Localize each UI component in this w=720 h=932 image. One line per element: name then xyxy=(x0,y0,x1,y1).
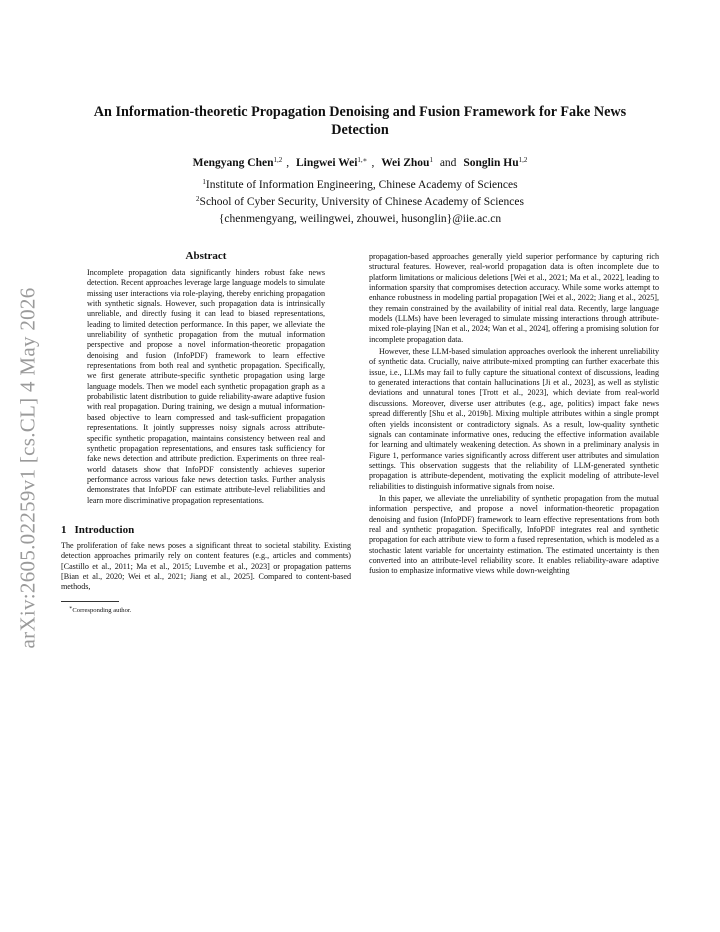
arxiv-identifier-stamp xyxy=(8,258,48,678)
author-list: Mengyang Chen$^{1,2}$ , Lingwei Wei$^{1,∗}$ , Wei Zhou$^1$ and Songlin Hu$^{1,2}$ xyxy=(192,156,528,169)
affiliation-text: Institute of Information Engineering, Chinese Academy of Sciences xyxy=(205,179,518,191)
author-conjunction: and xyxy=(439,157,457,169)
arxiv-identifier-text: arXiv:2605.02259v1 [cs.CL] 4 May 2026 xyxy=(15,287,40,649)
section-title: Introduction xyxy=(74,523,135,536)
paper-title: An Information-theoretic Propagation Denoising and Fusion Framework for Fake News Detection xyxy=(93,104,627,138)
section-heading-introduction xyxy=(61,524,351,536)
affiliation-mark: 1 xyxy=(202,178,206,186)
body-paragraph: propagation-based approaches generally yield superior performance by capturing rich structural features. However, real-world propagation data is often incomplete due to platform limitations or malicious deletions [Wei et al., 2021; Ma et al., 2022], leading to information sparsity that compromises detection accuracy. While some works attempt to enhance robustness in modeling partial propagation [Wei et al., 2022; Jiang et al., 2025], they remain constrained by the availability of initial real data. Recently, large language models (LLMs) have been leveraged to simulate missing interactions through attribute-mixed role-playing [Nan et al., 2024; Wan et al., 2024], offering a promising solution for incomplete propagation data. xyxy=(369,252,659,344)
body-paragraph: In this paper, we alleviate the unreliability of synthetic propagation from the mutual information perspective, and propose a novel information-theoretic propagation denoising and fusion (InfoPDF) framework to learn effective representations from both real and synthetic propagation. Specifically, InfoPDF integrates real and synthetic propagation for each attribute view to form a fused representation, which is modeled as a stochastic latent variable for uncertainty estimation. The estimated uncertainty is then converted into an attribute-level reliability score. It enables reliability-aware adaptive fusion to emphasize informative views while down-weighting xyxy=(369,493,659,576)
affiliation-mark: 2 xyxy=(196,195,200,203)
footnote xyxy=(61,604,351,615)
footnote-rule xyxy=(61,601,119,602)
author-affiliation-mark: 1,2 xyxy=(518,156,528,164)
affiliation-text: School of Cyber Security, University of Chinese Academy of Sciences xyxy=(199,196,524,208)
author-name: Wei Zhou xyxy=(381,157,430,169)
author-name: Songlin Hu xyxy=(463,157,519,169)
abstract-body: Incomplete propagation data significantly hinders robust fake news detection. Recent approaches leverage large language models to simulate missing user interactions via role-playing, thereby enriching propagation with synthetic signals. However, such propagation data is intrinsically unreliable, and directly fusing it can lead to biased representations, leading to limited detection performance. In this paper, we alleviate the unreliability of synthetic propagation from the mutual information perspective and propose a novel information-theoretic propagation denoising and fusion (InfoPDF) framework to learn effective representations from both real and synthetic propagation. Specifically, we first generate attribute-specific synthetic propagation using large language models. Then we model each synthetic propagation graph as a probabilistic latent distribution to guide reliability-aware adaptive fusion with real propagation. During training, we design a mutual information-based objective to learn compressed and task-sufficient propagation representations. It jointly suppresses noisy signals across attribute-specific synthetic propagation, maintains consistency between real and synthetic propagation representations, and ensures task sufficiency for fake news detection and attribute prediction. Experiments on three real-world datasets show that InfoPDF consistently achieves superior performance across various fake news detection tasks. Further analysis demonstrates that InfoPDF can estimate attribute-level reliabilities and learn more discriminative propagation representations. xyxy=(87,268,325,505)
left-column xyxy=(61,250,351,615)
section-number: 1 xyxy=(61,523,67,536)
author-affiliation-mark: 1 xyxy=(429,156,433,164)
author-name: Mengyang Chen xyxy=(192,157,274,169)
footnote-mark: ∗ xyxy=(69,605,73,611)
author-emails: {chenmengyang, weilingwei, zhouwei, husonglin}@iie.ac.cn xyxy=(218,213,502,225)
affiliation-line xyxy=(90,195,630,208)
author-name: Lingwei Wei xyxy=(295,157,358,169)
intro-paragraph: The proliferation of fake news poses a significant threat to societal stability. Existing detection approaches primarily rely on content features (e.g., articles and comments) [Castillo et al., 2011; Ma et al., 2015; Luvembe et al., 2023] or propagation patterns [Bian et al., 2020; Wei et al., 2021; Jiang et al., 2025]. Compared to content-based methods, xyxy=(61,540,351,592)
body-paragraph: However, these LLM-based simulation approaches overlook the inherent unreliability of synthetic data. Crucially, naive attribute-mixed prompting can further exacerbate this issue, i.e., LLMs may fail to fully capture the situational context of discussions, leading to generated interactions that contain hallucinations [Ji et al., 2023], as well as stylistic deviations and unnatural tones [Trott et al., 2023], which deviate from real-world discussions. Moreover, diverse user attributes (e.g., age, politics) impact fake news spread differently [Shu et al., 2019b]. Mixing multiple attributes within a single prompt often yields inconsistent or contradictory signals. As a result, low-quality synthetic signals can contaminate informative ones, reducing the effective information available for learning and ultimately weakening detection. As shown in a preliminary analysis in Figure 1, performance varies significantly across different user attributes and simulation settings. This observation suggests that the reliability of LLM-generated synthetic propagation is attribute-dependent, motivating the explicit modeling of attribute-level reliabilities to distinguish informative signals from noise. xyxy=(369,347,659,491)
right-column xyxy=(369,252,659,577)
footnote-text: Corresponding author. xyxy=(72,606,132,614)
author-affiliation-mark: 1,2 xyxy=(273,156,283,164)
affiliation-line xyxy=(90,178,630,191)
abstract-heading: Abstract xyxy=(185,250,227,262)
author-affiliation-mark: 1,∗ xyxy=(357,156,368,164)
